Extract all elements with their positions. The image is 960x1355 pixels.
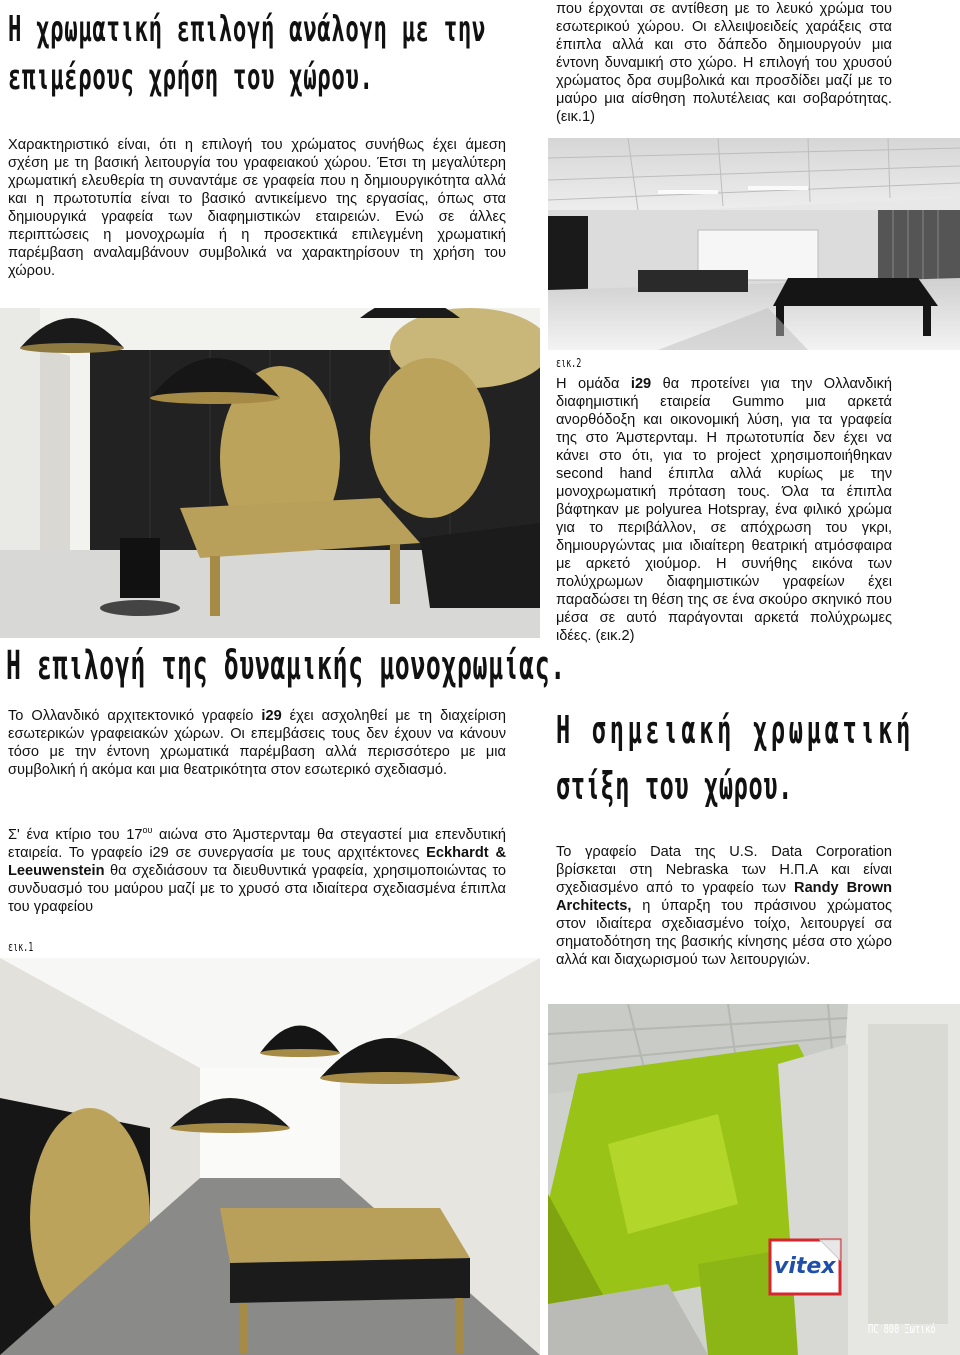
issue-label: ΠC 800 Ξωτικό	[868, 1322, 936, 1336]
accent-heading-line-2: στίξη του χώρου.	[556, 764, 793, 808]
para-text: Η ομάδα	[556, 376, 631, 392]
gummo-paragraph	[556, 375, 892, 645]
accent-paragraph	[556, 843, 892, 969]
accent-heading-line-1: Η σημειακή χρωματική	[556, 708, 915, 752]
section-heading-accent	[556, 702, 956, 822]
para-bold-text: i29	[261, 708, 282, 724]
heading-line-1: Η χρωματική επιλογή ανάλογη με την	[8, 9, 486, 50]
figure-caption-1: εικ.1	[8, 940, 34, 954]
vitex-logo	[760, 1232, 850, 1302]
office-billiard-photo	[548, 138, 960, 350]
logo-text: vitex	[774, 1254, 836, 1279]
corridor-office-photo	[0, 958, 540, 1355]
para-text: Το γραφείο Data της U.S. Data Corporation βρίσκεται στη Nebraska των Η.Π.Α και είναι σχεδιασμένο από το γραφείο των	[556, 844, 892, 896]
para-text: έχει ασχοληθεί με τη διαχείριση εσωτερικών γραφειακών χώρων. Οι επεμβάσεις τους δεν έχουν να κάνουν τόσο με την έντονη χρωματικά παρέμβαση αλλά περισσότερο με μια συμβολική ή ακόμα και μια θεατρικότητα στον εσωτερικό σχεδιασμό.	[8, 708, 506, 778]
figure-caption-2: εικ.2	[556, 356, 582, 370]
section-heading-color-choice	[8, 6, 548, 116]
heading-line-2: επιμέρους χρήση του χώρου.	[8, 57, 374, 98]
para-bold-text: Eckhardt & Leeuwenstein	[8, 844, 506, 879]
right-intro-paragraph: που έρχονται σε αντίθεση με το λευκό χρώμα του εσωτερικού χώρου. Οι ελλειψοειδείς χαράξεις στα έπιπλα αλλά και στο δάπεδο δημιουργούν μια έντονη δυναμική στο χώρο. Η επιλογή του χρυσού χρώματος δρα συμβολικά και προσδίδει μαζί με το μαύρο μια αίσθηση πολυτέλειας και σοβαρότητας. (εικ.1)	[556, 1, 892, 125]
green-wall-office-photo	[548, 1004, 960, 1355]
para-text: Το Ολλανδικό αρχιτεκτονικό γραφείο	[8, 708, 262, 724]
monochrome-paragraph-2	[8, 821, 506, 916]
para-text: θα προτείνει για την Ολλανδική διαφημιστική εταιρεία Gummo μια αρκετά ανορθόδοξη και οικονομική λύση, για τα γραφεία της στο Άμστερνταμ. Η πρωτοτυπία δεν έχει να κάνει στο ότι, για το project χρησιμοποιήθηκαν second hand έπιπλα αλλά κυρίως με την μονοχρωματική πρόταση τους. Όλα τα έπιπλα βάφτηκαν με polyurea Hotspray, ένα φιλικό χρώμα για το περιβάλλον, σε απόχρωση του γκρι, δημιουργώντας μια ιδιαίτερη θεατρική ατμόσφαιρα με αρκετό χιούμορ. Η συνήθης εικόνα των πολύχρωμων διαφημιστικών γραφείων έχει παραδώσει τη θέση της σε ένα σκούρο σκηνικό που μέσα σε αυτό παράγονται αρκετά πολύχρωμες ιδέες. (εικ.2)	[556, 376, 893, 644]
para-bold-text: i29	[630, 376, 652, 392]
section-heading-monochrome	[6, 642, 566, 692]
black-gold-office-photo	[0, 308, 540, 638]
para-text: αιώνα στο Άμστερνταμ θα στεγαστεί μια επενδυτική εταιρεία. Το γραφείο i29 σε συνεργασία με τους αρχιτέκτονες	[8, 826, 506, 861]
superscript: ου	[142, 825, 153, 835]
para-text: Σ' ένα κτίριο του 17	[8, 826, 143, 843]
para-text: η ύπαρξη του πράσινου χρώματος στον ιδιαίτερα σχεδιασμένο τοίχο, λειτουργεί σα σηματοδότηση της βασικής κίνησης μέσα στο χώρο αλλά και διαχωρισμού των λειτουργιών.	[556, 898, 892, 968]
intro-paragraph: Χαρακτηριστικό είναι, ότι η επιλογή του χρώματος συνήθως έχει άμεση σχέση με τη βασική λειτουργία του γραφειακού χώρου. Έτσι τη μεγαλύτερη χρωματική ελευθερία τη συναντάμε σε γραφεία που η δημιουργικότητα αλλά και η πρωτοτυπία είναι το βασικό αντικείμενο της εργασίας, όπως στα δημιουργικά γραφεία των διαφημιστικών εταιρειών. Ενώ σε άλλες περιπτώσεις η μονοχρωμία ή η προσεκτικά επιλεγμένη χρωματική παρέμβαση αναλαμβάνουν συμβολικά να χαρακτηρίσουν τη χρήση του χώρου.	[8, 137, 506, 279]
para-text: θα σχεδιάσουν τα διευθυντικά γραφεία, χρησιμοποιώντας το συνδυασμό του μαύρου μαζί με το χρυσό στα ιδιαίτερα σχεδιασμένα έπιπλα του γραφείου	[8, 862, 506, 915]
monochrome-heading-text: Η επιλογή της δυναμικής μονοχρωμίας.	[6, 643, 566, 689]
para-bold-text: Randy Brown Architects,	[556, 880, 892, 914]
monochrome-paragraph-1	[8, 707, 506, 779]
